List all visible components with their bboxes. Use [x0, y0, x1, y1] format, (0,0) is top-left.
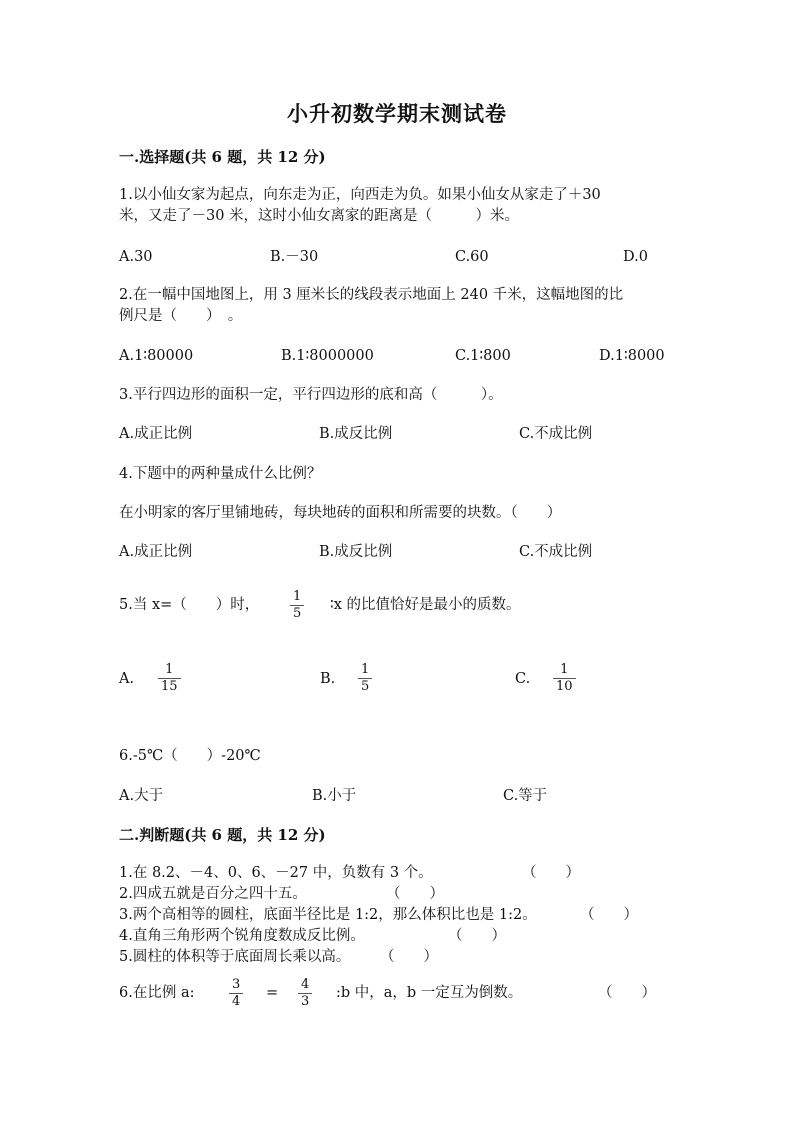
q4-option-b[interactable]: B.成反比例 [319, 544, 393, 560]
q2-text-line2: 例尺是（ ） 。 [119, 308, 243, 324]
judge-item-1-blank[interactable]: （ ） [522, 865, 580, 881]
judge-item-3-blank[interactable]: （ ） [580, 907, 638, 923]
q4-option-a[interactable]: A.成正比例 [119, 544, 193, 560]
q6-option-c[interactable]: C.等于 [503, 788, 548, 804]
section-heading-choice: 一.选择题(共 6 题，共 12 分) [119, 148, 326, 166]
q1-option-b[interactable]: B.－30 [270, 249, 319, 265]
q5-option-b-denominator: 5 [361, 679, 370, 694]
q4-text-line1: 4.下题中的两种量成什么比例？ [119, 466, 322, 482]
q5-fraction [290, 590, 304, 621]
judge-item-6-suffix: :b 中，a，b 一定互为倒数。 [336, 985, 523, 1001]
judge-item-6-fraction-2-denominator: 3 [301, 994, 310, 1009]
judge-item-6-fraction-1-denominator: 4 [232, 994, 241, 1009]
q1-option-a[interactable]: A.30 [119, 249, 153, 265]
q5-text-prefix: 5.当 x=（ ）时， [119, 597, 260, 613]
q5-option-c-numerator: 1 [560, 662, 569, 677]
q6-text: 6.-5℃（ ）-20℃ [119, 748, 261, 764]
q5-option-b-fraction[interactable] [358, 663, 372, 694]
q5-option-b-numerator: 1 [361, 662, 370, 677]
q1-option-c[interactable]: C.60 [455, 249, 489, 265]
judge-item-2-blank[interactable]: （ ） [386, 886, 444, 902]
q3-option-a[interactable]: A.成正比例 [119, 426, 193, 442]
q5-option-a-fraction[interactable] [158, 663, 181, 694]
q2-option-b[interactable]: B.1∶8000000 [281, 348, 374, 364]
q5-option-a-numerator: 1 [165, 662, 174, 677]
judge-item-6-equals: = [266, 985, 279, 1001]
q2-option-a[interactable]: A.1∶80000 [119, 348, 194, 364]
q5-option-a-denominator: 15 [161, 679, 178, 694]
q5-option-b-label[interactable]: B. [320, 671, 336, 687]
q4-option-c[interactable]: C.不成比例 [519, 544, 593, 560]
q2-text-line1: 2.在一幅中国地图上，用 3 厘米长的线段表示地面上 240 千米，这幅地图的比 [119, 287, 624, 303]
q5-option-c-label[interactable]: C. [515, 671, 531, 687]
q2-option-c[interactable]: C.1∶800 [455, 348, 511, 364]
q5-option-c-fraction[interactable] [553, 663, 576, 694]
q3-option-b[interactable]: B.成反比例 [319, 426, 393, 442]
judge-item-3-text: 3.两个高相等的圆柱，底面半径比是 1:2，那么体积比也是 1:2。 [119, 907, 537, 923]
q2-option-d[interactable]: D.1∶8000 [599, 348, 665, 364]
judge-item-5-blank[interactable]: （ ） [380, 949, 438, 965]
page-title: 小升初数学期末测试卷 [287, 101, 507, 126]
judge-item-4-text: 4.直角三角形两个锐角度数成反比例。 [119, 928, 365, 944]
judge-item-6-fraction-2-numerator: 4 [301, 977, 310, 992]
judge-item-6-prefix: 6.在比例 a: [119, 985, 195, 1001]
q3-option-c[interactable]: C.不成比例 [519, 426, 593, 442]
judge-item-6-fraction-1 [229, 978, 243, 1009]
section-heading-judge: 二.判断题(共 6 题，共 12 分) [119, 826, 326, 844]
q4-text-line2: 在小明家的客厅里铺地砖，每块地砖的面积和所需要的块数。（ ） [119, 505, 562, 521]
q6-option-a[interactable]: A.大于 [119, 788, 164, 804]
q6-option-b[interactable]: B.小于 [312, 788, 357, 804]
q3-text: 3.平行四边形的面积一定，平行四边形的底和高（ ）。 [119, 387, 503, 403]
q5-fraction-denominator: 5 [293, 606, 302, 621]
judge-item-6-fraction-1-numerator: 3 [232, 977, 241, 992]
judge-item-4-blank[interactable]: （ ） [448, 928, 506, 944]
judge-item-6-blank[interactable]: （ ） [598, 985, 656, 1001]
q5-fraction-numerator: 1 [293, 589, 302, 604]
judge-item-1-text: 1.在 8.2、－4、0、6、－27 中，负数有 3 个。 [119, 865, 433, 881]
q5-option-a-label[interactable]: A. [119, 671, 135, 687]
q5-text-suffix: ∶x 的比值恰好是最小的质数。 [330, 597, 521, 613]
q5-option-c-denominator: 10 [556, 679, 573, 694]
q1-text-line1: 1.以小仙女家为起点，向东走为正，向西走为负。如果小仙女从家走了＋30 [119, 187, 601, 203]
q1-text-line2: 米，又走了－30 米，这时小仙女离家的距离是（ ）米。 [119, 208, 520, 224]
judge-item-5-text: 5.圆柱的体积等于底面周长乘以高。 [119, 949, 351, 965]
judge-item-2-text: 2.四成五就是百分之四十五。 [119, 886, 307, 902]
judge-item-6-fraction-2 [298, 978, 312, 1009]
q1-option-d[interactable]: D.0 [623, 249, 648, 265]
